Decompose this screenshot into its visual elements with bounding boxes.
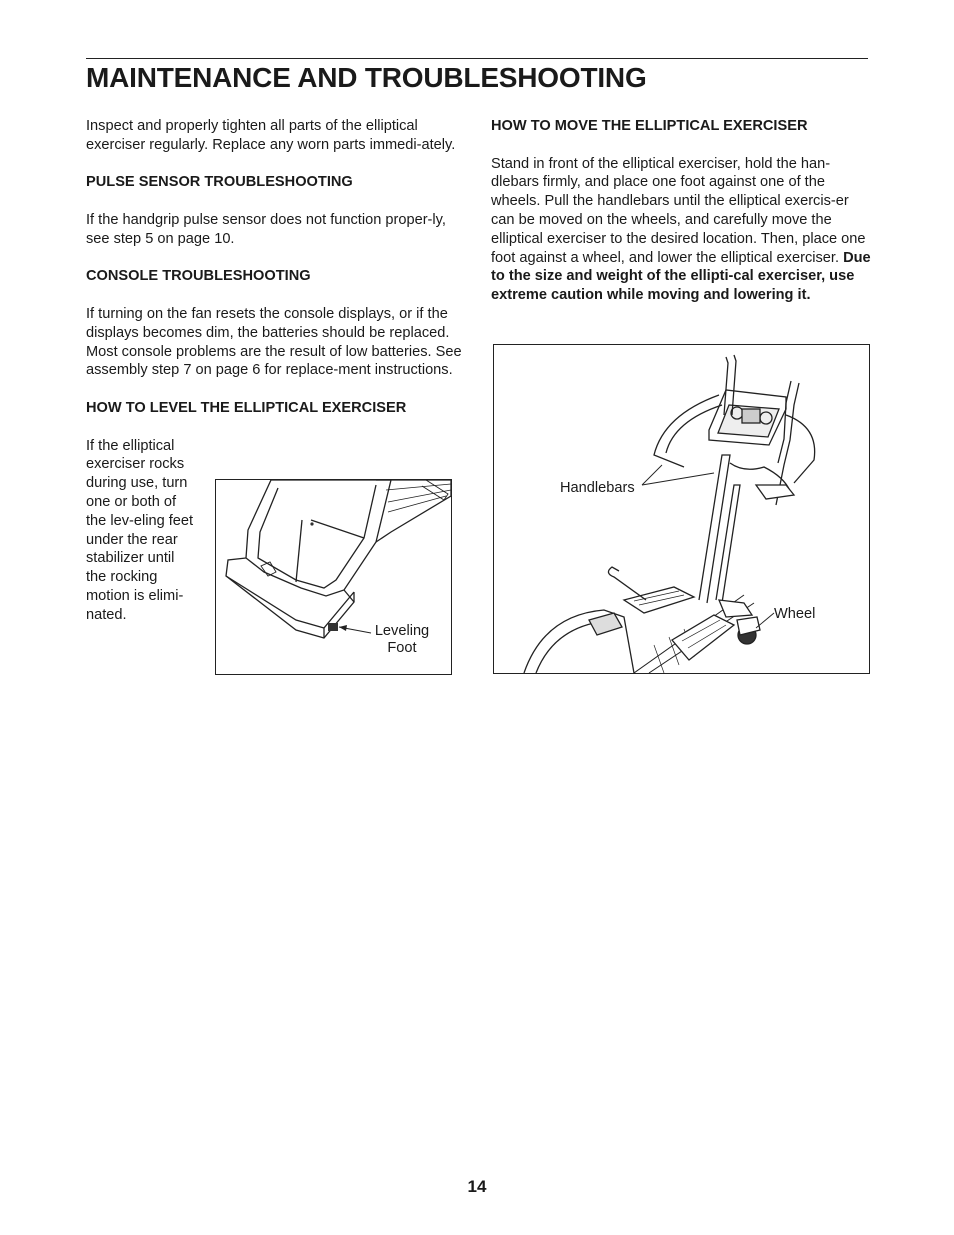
move-warning: Due to the size and weight of the ellipti-cal exerciser, use extreme caution while moving and lowering it. — [491, 249, 871, 304]
leveling-label-line1: Leveling — [374, 623, 430, 639]
handlebars-label: Handlebars — [560, 480, 635, 496]
pulse-paragraph: If the handgrip pulse sensor does not function proper-ly, see step 5 on page 10. — [86, 211, 446, 247]
elliptical-illustration — [494, 345, 869, 673]
elliptical-figure — [493, 344, 870, 674]
move-heading: HOW TO MOVE THE ELLIPTICAL EXERCISER — [491, 118, 808, 134]
intro-paragraph: Inspect and properly tighten all parts of the elliptical exerciser regularly. Replace any worn parts immedi-ately. — [86, 118, 456, 153]
console-paragraph: If turning on the fan resets the console displays, or if the displays becomes dim, the batteries should be replaced. Most console problems are the result of low batteries. See assembly step 7 on page 6 for replace-ment instructions. — [86, 305, 462, 379]
move-paragraph — [491, 155, 871, 305]
leveling-foot-figure — [215, 479, 452, 675]
header-rule — [86, 58, 868, 59]
right-column — [491, 117, 871, 305]
leveling-label-line2: Foot — [387, 640, 417, 656]
wheel-label: Wheel — [774, 606, 816, 622]
page-number: 14 — [467, 1177, 487, 1196]
leveling-foot-label — [364, 623, 440, 657]
page-title: MAINTENANCE AND TROUBLESHOOTING — [86, 62, 647, 93]
level-paragraph: If the elliptical exerciser rocks during use, turn one or both of the lev-eling feet under the rear stabilizer until the rocking motion is elimi-nated. — [86, 437, 194, 623]
console-heading: CONSOLE TROUBLESHOOTING — [86, 268, 311, 285]
pulse-heading: PULSE SENSOR TROUBLESHOOTING — [86, 174, 353, 191]
move-body: Stand in front of the elliptical exerciser, hold the han-dlebars firmly, and place one foot against one of the wheels. Pull the handlebars until the elliptical exercis-er can be moved on the wheels, and carefully move the elliptical exerciser to the desired location. Then, place one foot against a wheel, and lower the elliptical exerciser. — [491, 155, 866, 266]
level-heading: HOW TO LEVEL THE ELLIPTICAL EXERCISER — [86, 399, 407, 416]
